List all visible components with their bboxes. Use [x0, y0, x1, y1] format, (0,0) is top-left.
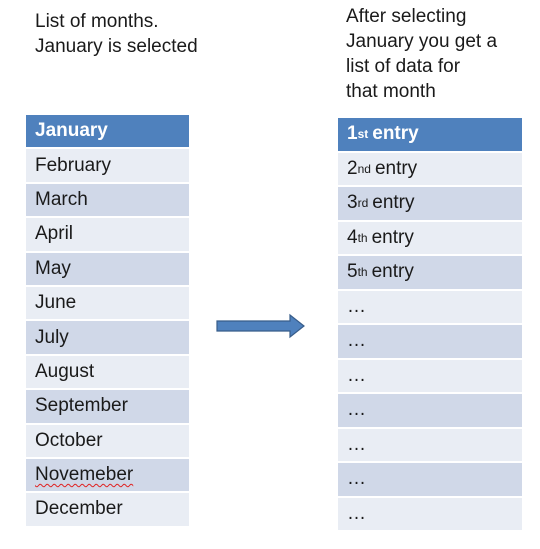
right-arrow-icon	[216, 313, 306, 339]
entry-label: entry	[371, 226, 414, 248]
entry-placeholder[interactable]	[338, 325, 522, 360]
month-label: September	[35, 395, 128, 417]
entry-item[interactable]: 1 st entry	[338, 118, 522, 153]
month-item[interactable]	[26, 184, 189, 218]
entry-label: …	[347, 433, 366, 455]
month-label: March	[35, 188, 88, 210]
month-item[interactable]	[26, 356, 189, 390]
entry-item[interactable]: 5 th entry	[338, 256, 522, 291]
entry-label: entry	[372, 123, 419, 145]
entry-label: …	[347, 295, 366, 317]
entry-number: 4	[347, 226, 358, 248]
entry-placeholder[interactable]	[338, 463, 522, 498]
entry-number: 3	[347, 192, 358, 214]
entries-list	[338, 118, 522, 532]
entry-placeholder[interactable]	[338, 498, 522, 533]
month-label: May	[35, 257, 71, 279]
month-label: August	[35, 360, 95, 382]
entry-number: 5	[347, 261, 358, 283]
month-item[interactable]	[26, 149, 189, 183]
entry-label: …	[347, 364, 366, 386]
entry-item[interactable]: 4 th entry	[338, 222, 522, 257]
entry-placeholder[interactable]	[338, 360, 522, 395]
entry-placeholder[interactable]	[338, 291, 522, 326]
months-caption: List of months. January is selected	[35, 11, 198, 57]
month-label: October	[35, 429, 103, 451]
month-item[interactable]	[26, 425, 189, 459]
entry-label: entry	[372, 192, 415, 214]
month-label: Novemeber	[35, 464, 134, 486]
entry-item[interactable]: 3 rd entry	[338, 187, 522, 222]
month-label: April	[35, 223, 74, 245]
entry-label: …	[347, 468, 366, 490]
entry-label: entry	[374, 157, 418, 179]
entry-label: …	[347, 399, 366, 421]
entry-label: …	[347, 330, 366, 352]
month-item[interactable]	[26, 218, 189, 252]
month-item[interactable]	[26, 493, 189, 527]
entry-label: …	[347, 502, 366, 524]
entry-number: 1	[347, 123, 358, 145]
entry-number: 2	[347, 157, 358, 179]
month-item-selected[interactable]	[26, 115, 189, 149]
entries-caption: After selecting January you get a list of data for that month	[346, 6, 498, 102]
month-label: February	[35, 154, 112, 176]
entry-label: entry	[371, 261, 414, 283]
month-label: June	[35, 292, 77, 314]
month-item[interactable]	[26, 253, 189, 287]
months-list	[26, 115, 189, 528]
entry-placeholder[interactable]	[338, 429, 522, 464]
month-label: January	[35, 120, 108, 142]
month-label: December	[35, 498, 123, 520]
entry-item[interactable]: 2 nd entry	[338, 153, 522, 188]
month-item[interactable]	[26, 321, 189, 355]
month-item[interactable]	[26, 287, 189, 321]
month-item[interactable]	[26, 390, 189, 424]
month-item[interactable]	[26, 459, 189, 493]
month-label: July	[35, 326, 69, 348]
entry-placeholder[interactable]	[338, 394, 522, 429]
